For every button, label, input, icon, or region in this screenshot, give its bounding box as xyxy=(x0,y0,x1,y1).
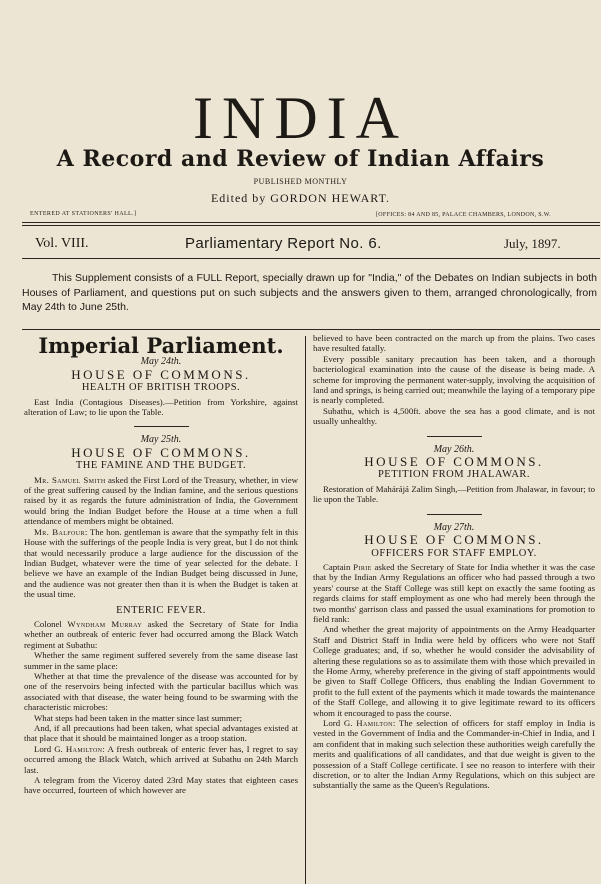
header-rule-top xyxy=(22,222,600,223)
section-divider xyxy=(134,426,189,427)
paragraph: Colonel Wyndham Murray asked the Secretary of State for India whether an outbreak of enteric fever had occurred among the Black Watch regiment at Subathu: xyxy=(24,618,298,650)
right-column xyxy=(313,333,595,791)
paragraph: Restoration of Mahárájá Zalim Singh,—Petition from Jhalawar, in favour; to lie upon the Table. xyxy=(313,483,595,505)
section-heading: Imperial Parliament. xyxy=(38,333,284,358)
paragraph: Lord G. Hamilton: The selection of officers for staff employ in India is vested in the Government of India and the Commander-in-Chief in India, and I am confident that in making such selection these authorities weigh carefully the merits and qualifications of all candidates, and that due weight is given to the possession of a Staff College certificate. I see no reason to interfere with their discretion, or to alter the Indian Army Regulations, which on this subject are substantially the same as the Queen's Regulations. xyxy=(313,718,595,791)
paragraph: Captain Pirie asked the Secretary of State for India whether it was the case that by the Indian Army Regulations an officer who had passed through a two years' course at the Staff College was still kept on exactly the same footing as regards claims for staff employment as one who had merely been through the two months' garrison class and passed the usual examinations for promotion to field rank: xyxy=(313,561,595,624)
report-title: Parliamentary Report No. 6. xyxy=(185,235,382,252)
session-date: May 27th. xyxy=(433,521,475,533)
session-date: May 25th. xyxy=(140,434,182,446)
issue-date: July, 1897. xyxy=(504,236,561,251)
paragraph: Whether the same regiment suffered severely from the same disease last summer in the same place: xyxy=(24,650,298,671)
section-divider xyxy=(427,436,482,437)
speaker-name: Pirie xyxy=(353,561,372,572)
paragraph: What steps had been taken in the matter since last summer; xyxy=(34,712,243,723)
paragraph: A telegram from the Viceroy dated 23rd May states that eighteen cases have occurred, fourteen of which however are xyxy=(24,775,298,796)
journal-title: INDIA xyxy=(193,85,408,151)
header-rule-bottom xyxy=(22,258,600,259)
supplement-intro: This Supplement consists of a FULL Report, specially drawn up for "India," of the Debates on Indian subjects in both Houses of Parliament, and questions put on such subjects and the answers given to them, arranged chronologically, from May 24th to June 25th. xyxy=(22,272,597,313)
subject-heading: HEALTH OF BRITISH TROOPS. xyxy=(81,382,241,394)
house-heading: HOUSE OF COMMONS. xyxy=(71,444,251,460)
subject-heading: THE FAMINE AND THE BUDGET. xyxy=(75,460,247,472)
speaker-name: Mr. Balfour xyxy=(34,526,85,537)
paragraph: Every possible sanitary precaution has been taken, and a thorough bacteriological examination into the cause of the disease is being made. A scheme for improving the permanent water-supply, involving the acquisition of land and springs, is being carried out; meanwhile the laying of a temporary pipe is nearly completed. xyxy=(313,353,595,406)
paragraph: And, if all precautions had been taken, what special advantages existed at that place that it should be maintained longer as a troop station. xyxy=(24,723,298,744)
section-divider xyxy=(427,514,482,515)
subject-heading: ENTERIC FEVER. xyxy=(116,604,206,616)
paragraph: Mr. Balfour: The hon. gentleman is aware that the sympathy felt in this House with the sufferings of the people India is very great, but I do not think that would necessarily produce a large audience for the discussion of the Indian Budget, whatever were the time of year selected for the debate. I believe we have an example of the Indian Budget being discussed in June, and the audience was not greater then than it is when the Budget is taken at the usual time. xyxy=(24,526,298,600)
session-date: May 24th. xyxy=(140,356,182,368)
house-heading: HOUSE OF COMMONS. xyxy=(71,366,251,382)
journal-subtitle: A Record and Review of Indian Affairs xyxy=(56,146,545,172)
speaker-name: Mr. Samuel Smith xyxy=(34,474,106,485)
speaker-name: Wyndham Murray xyxy=(67,618,143,629)
subject-heading: PETITION FROM JHALAWAR. xyxy=(377,469,531,481)
left-column xyxy=(24,333,298,796)
paragraph: Subathu, which is 4,500ft. above the sea has a good climate, and is not usually unhealthy. xyxy=(313,405,595,427)
house-heading: HOUSE OF COMMONS. xyxy=(364,454,544,470)
entered-notice: ENTERED AT STATIONERS' HALL.] xyxy=(30,211,137,217)
paragraph: And whether the great majority of appointments on the Army Headquarter Staff and District Staff in India were held by officers who were not Staff College graduates; and, if so, whether he would consider the advisability of altering these regulations so as to assimilate them with those which prevailed in the Home Army, whereby preference in the giving of staff appointments would be given to Staff College Officers, thus enabling the Indian Government to profit to the full extent of the payments which it made towards the maintenance of the Staff College, and allowing it to give legitimate reward to its officers whom it encouraged to pass the course. xyxy=(313,624,595,718)
speaker-name: Hamilton xyxy=(356,718,393,728)
paragraph: Mr. Samuel Smith asked the First Lord of the Treasury, whether, in view of the great suffering caused by the Indian famine, and the serious questions raised by it as regards the future administration of India, the Government would bring the Indian Budget before the House at a time when a full attendance of members might be obtained. xyxy=(24,474,298,527)
session-date: May 26th. xyxy=(433,443,475,455)
publication-frequency: PUBLISHED MONTHLY xyxy=(253,177,348,186)
paragraph: believed to have been contracted on the march up from the plains. Two cases have resulted fatally. xyxy=(313,333,595,354)
editor-line: Edited by GORDON HEWART. xyxy=(210,191,391,205)
paragraph: Whether at that time the prevalence of the disease was accounted for by one of the reservoirs being infected with the particular bacillus which was associated with that disease, the water being found to be swarming with the characteristic microbes: xyxy=(24,670,298,713)
offices-address: [OFFICES: 84 AND 85, PALACE CHAMBERS, LONDON, S.W. xyxy=(376,212,551,218)
house-heading: HOUSE OF COMMONS. xyxy=(364,532,544,548)
speaker-name: Hamilton xyxy=(65,743,103,754)
subject-heading: OFFICERS FOR STAFF EMPLOY. xyxy=(371,547,537,559)
paragraph: East India (Contagious Diseases).—Petition from Yorkshire, against alteration of Law; to lie upon the Table. xyxy=(24,396,298,418)
column-divider xyxy=(305,336,306,884)
intro-rule xyxy=(22,329,600,330)
paragraph: Lord G. Hamilton: A fresh outbreak of enteric fever has, I regret to say occurred among the Black Watch, which arrived at Subathu on 24th March last. xyxy=(24,743,298,775)
volume-number: Vol. VIII. xyxy=(35,236,89,251)
header-rule-top-double xyxy=(22,225,600,226)
